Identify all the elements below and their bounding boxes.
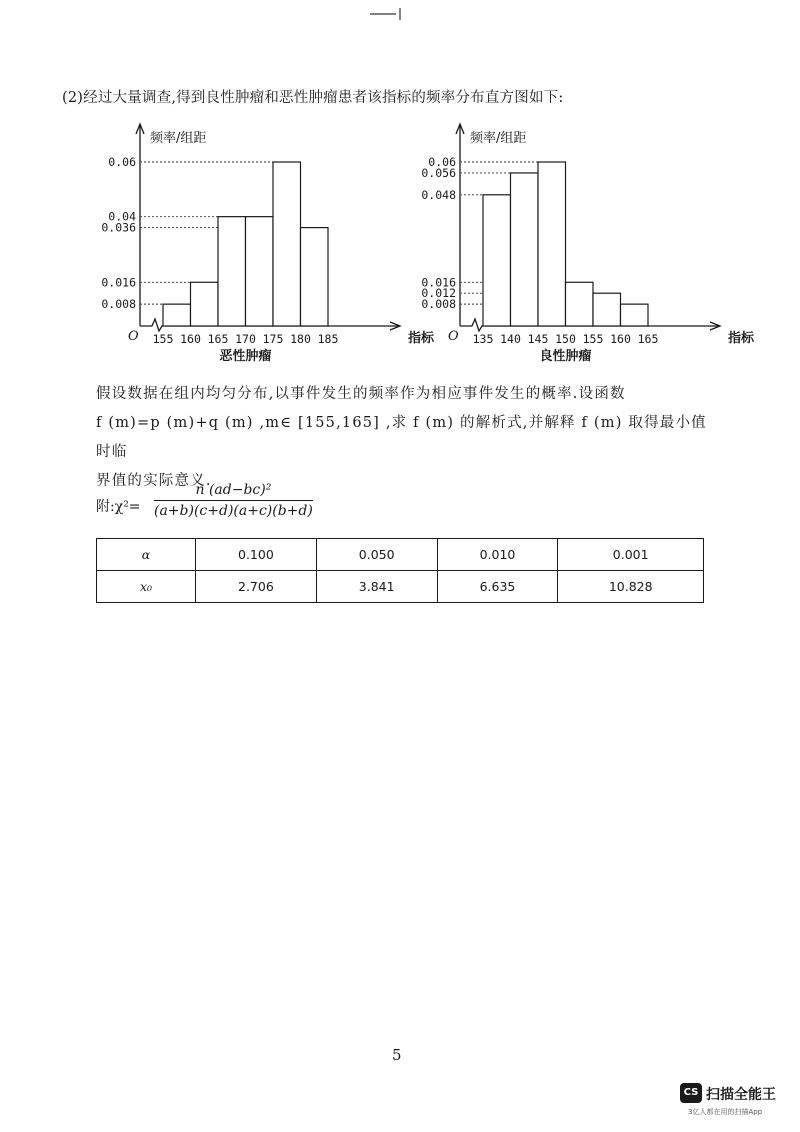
y-tick-label: 0.008 [421,297,456,312]
histogram-bar [191,282,219,326]
y-tick-label: 0.06 [108,155,136,169]
histogram-bar [593,293,621,326]
page-top-mark [370,6,410,20]
histogram-bar [301,228,329,326]
table-cell: 6.635 [437,571,558,603]
critical-value-table [96,538,704,603]
histogram-malignant [100,118,435,368]
y-tick-label: 0.06 [428,155,456,169]
table-cell: 3.841 [316,571,437,603]
table-cell: 10.828 [558,571,704,603]
histogram-bar [163,304,191,326]
question-line-3: 界值的实际意义. [96,473,212,489]
table-row [97,539,704,571]
formula-fraction [154,482,313,519]
histogram-bar [483,195,511,326]
histogram-bar [218,217,246,326]
table-row [97,571,704,603]
table-row-header: α [97,539,196,571]
histogram-bar [566,282,594,326]
x-tick-label: 160 [180,332,201,346]
x-tick-label: 155 [152,332,174,346]
y-tick-label: 0.008 [101,297,136,312]
x-tick-label: 135 [472,332,494,346]
formula-denominator: (a+b)(c+d)(a+c)(b+d) [154,503,313,519]
x-tick-label: 155 [582,332,604,346]
x-tick-label: 175 [262,332,284,346]
histogram-bar [273,162,301,326]
table-cell: 0.001 [558,539,704,571]
x-tick-label: 165 [207,332,229,346]
table-cell: 0.100 [196,539,317,571]
origin-label: O [448,329,459,344]
histogram-bar [621,304,649,326]
x-tick-label: 170 [235,332,256,346]
x-axis-label: 指标 [728,331,755,346]
y-axis-label: 频率/组距 [150,131,207,146]
y-tick-label: 0.056 [421,165,456,180]
table-cell: 2.706 [196,571,317,603]
table-cell: 0.050 [316,539,437,571]
x-tick-label: 165 [637,332,659,346]
camscanner-app-name: 扫描全能王 [706,1087,776,1103]
page-number: 5 [392,1046,402,1064]
y-tick-label: 0.04 [108,209,136,224]
question-body [96,380,716,496]
x-tick-label: 160 [610,332,631,346]
x-tick-label: 140 [500,332,521,346]
x-tick-label: 150 [555,332,576,346]
y-tick-label: 0.036 [101,220,136,235]
chart-caption: 恶性肿瘤 [219,349,272,364]
x-tick-label: 145 [527,332,549,346]
y-tick-label: 0.016 [101,275,136,290]
origin-label: O [128,329,139,344]
histogram-bar [511,173,539,326]
y-tick-label: 0.012 [421,286,456,301]
camscanner-logo-icon: CS [680,1083,702,1103]
camscanner-tagline: 3亿人都在用的扫描App [688,1108,763,1116]
x-tick-label: 185 [317,332,339,346]
y-axis-label: 频率/组距 [470,131,527,146]
formula-prefix: 附:χ²= [96,499,141,515]
x-tick-label: 180 [290,332,311,346]
table-row-header: x₀ [97,571,196,603]
camscanner-watermark [680,1083,790,1123]
question-intro: (2)经过大量调查,得到良性肿瘤和恶性肿瘤患者该指标的频率分布直方图如下: [62,90,564,106]
x-axis-label: 指标 [408,331,435,346]
question-line-2: f (m)=p (m)+q (m) ,m∈ [155,165] ,求 f (m) 的解析式,并解释 f (m) 取得最小值时临 [96,415,707,460]
chart-caption: 良性肿瘤 [539,349,592,364]
histogram-benign [420,118,755,368]
formula-numerator: n (ad−bc)² [195,482,272,498]
histogram-bar [246,217,274,326]
table-cell: 0.010 [437,539,558,571]
y-tick-label: 0.016 [421,275,456,290]
y-tick-label: 0.048 [421,187,456,202]
question-line-1: 假设数据在组内均匀分布,以事件发生的频率作为相应事件发生的概率.设函数 [96,386,626,402]
histogram-bar [538,162,566,326]
